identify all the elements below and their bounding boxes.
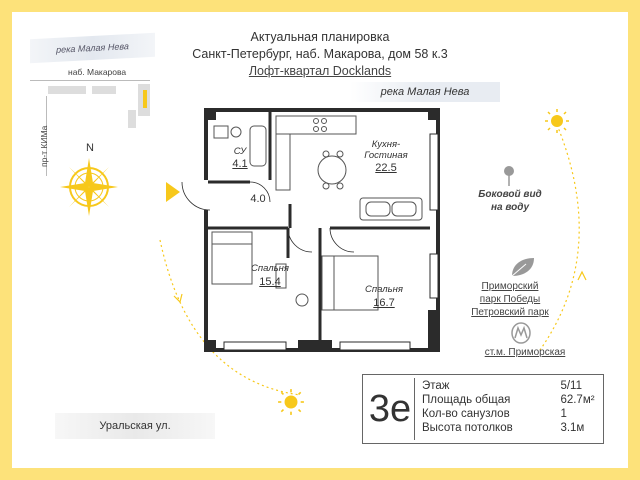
room-bed2-label: Спальня xyxy=(365,284,403,295)
view-label-line2: на воду xyxy=(490,202,530,213)
header-address: Санкт-Петербург, наб. Макарова, дом 58 к.3 xyxy=(192,47,448,61)
park1-line1-wrap xyxy=(465,280,555,293)
info-key: Площадь общая xyxy=(422,394,511,406)
info-value: 62.7м² xyxy=(560,394,595,406)
park1-line1[interactable]: Приморский xyxy=(481,281,539,292)
info-divider xyxy=(414,378,415,440)
metro-wrap xyxy=(460,346,590,359)
park2-wrap xyxy=(462,306,558,319)
info-value: 3.1м xyxy=(560,422,585,434)
room-kitchen-area: 22.5 xyxy=(375,162,397,174)
info-row-area xyxy=(422,394,600,408)
park2-link[interactable]: Петровский парк xyxy=(471,307,549,318)
park1-line2[interactable]: парк Победы xyxy=(479,294,541,305)
apartment-code: 3е xyxy=(368,388,412,430)
room-bed1-area: 15.4 xyxy=(259,276,281,288)
info-row-ceiling xyxy=(422,422,600,436)
info-row-bathrooms xyxy=(422,408,600,422)
info-key: Кол-во санузлов xyxy=(422,408,510,420)
sun-icon xyxy=(544,108,570,134)
info-key: Высота потолков xyxy=(422,422,513,434)
info-value: 5/11 xyxy=(560,380,582,392)
info-rows xyxy=(422,380,600,436)
river-label-right: река Малая Нева xyxy=(350,82,500,102)
room-bed1-label: Спальня xyxy=(251,263,289,274)
project-link[interactable]: Лофт-квартал Docklands xyxy=(248,64,392,78)
room-kitchen-label: Кухня- Гостиная xyxy=(364,139,408,161)
header-title: Актуальная планировка xyxy=(250,30,390,44)
view-label-line1: Боковой вид xyxy=(478,189,542,200)
street-kima: пр-т КИМа xyxy=(39,125,49,167)
compass-north: N xyxy=(86,142,94,154)
leaf-icon xyxy=(510,256,536,278)
metro-link[interactable]: ст.м. Приморская xyxy=(484,347,566,358)
info-value: 1 xyxy=(560,408,567,420)
room-bed2-area: 16.7 xyxy=(373,297,395,309)
street-uralskaya: Уральская ул. xyxy=(55,413,215,439)
river-label-top: река Малая Нева xyxy=(30,33,155,64)
room-su-area: 4.1 xyxy=(232,158,248,170)
street-makarova: наб. Макарова xyxy=(68,67,127,77)
info-row-floor xyxy=(422,380,600,394)
park1-line2-wrap xyxy=(465,293,555,306)
info-key: Этаж xyxy=(422,380,450,392)
sun-icon xyxy=(277,388,305,416)
location-pin-icon xyxy=(502,165,516,187)
room-su-label: СУ xyxy=(233,146,247,157)
metro-icon xyxy=(510,322,532,344)
room-hall-area: 4.0 xyxy=(250,193,266,205)
